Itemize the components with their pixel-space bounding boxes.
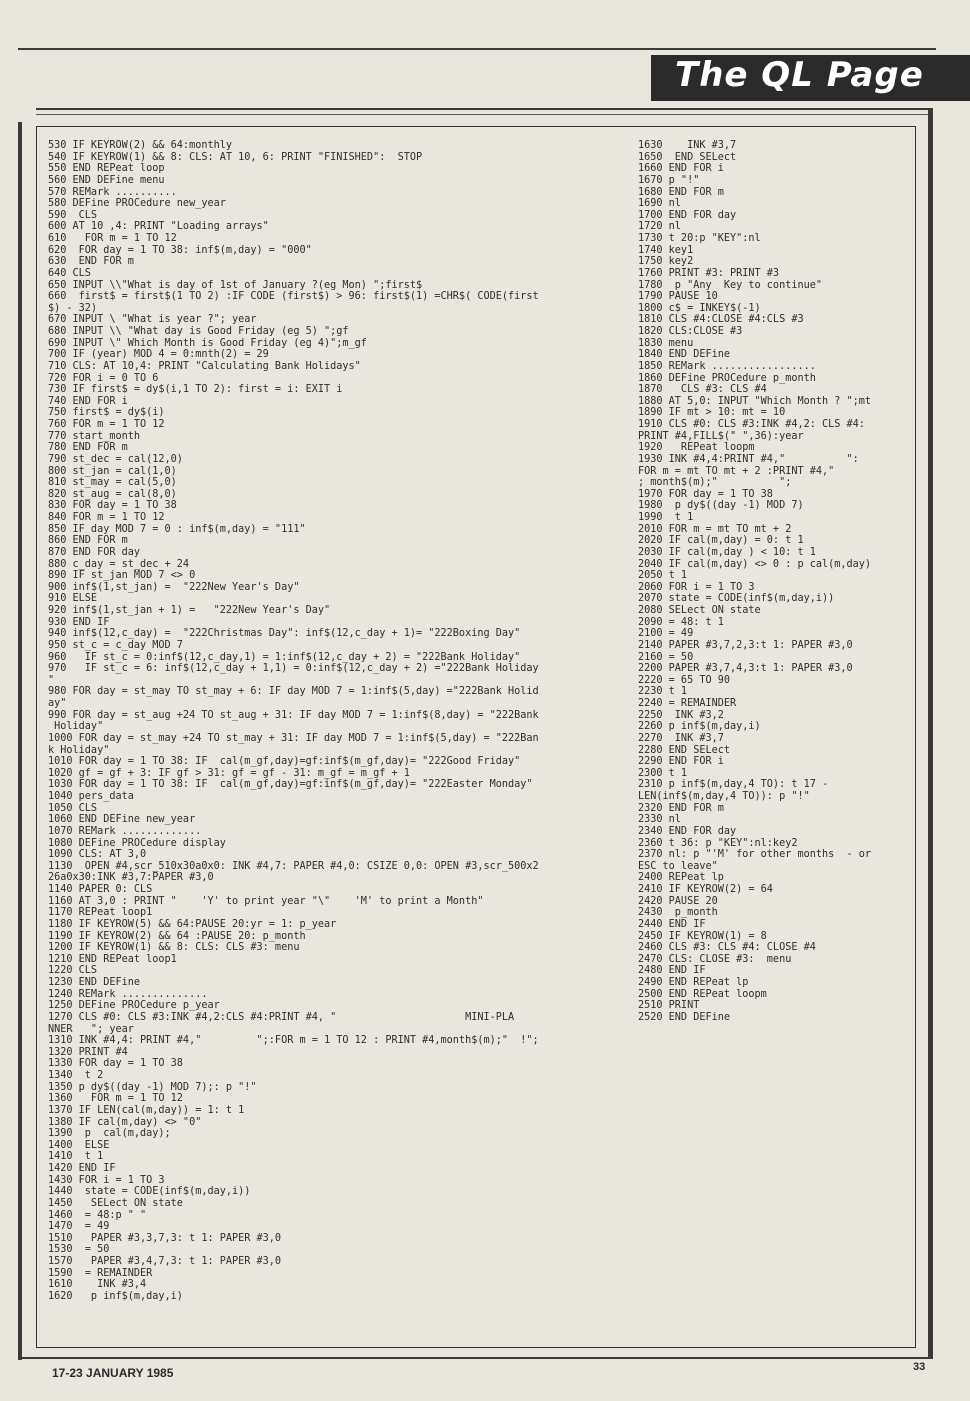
code-line: 1650 END SELect bbox=[638, 151, 737, 163]
code-line: 1130 OPEN #4,scr_510x30a0x0: INK #4,7: PAPER #4,0: CSIZE 0,0: OPEN #3,scr_500x2 bbox=[48, 860, 539, 872]
code-line: ESC to leave" bbox=[638, 860, 718, 872]
code-line: 930 END IF bbox=[48, 616, 110, 628]
code-line: 1660 END FOR i bbox=[638, 163, 724, 175]
code-line: 2460 CLS #3: CLS #4: CLOSE #4 bbox=[638, 942, 816, 954]
code-line: 820 st_aug = cal(8,0) bbox=[48, 488, 177, 500]
code-line: 1880 AT 5,0: INPUT "Which Month ? ";mt bbox=[638, 395, 872, 407]
code-line: 1390 p cal(m,day); bbox=[48, 1128, 171, 1140]
header-underline-thin bbox=[36, 114, 932, 115]
code-line: 580 DEFine PROCedure new_year bbox=[48, 198, 226, 210]
code-line: 690 INPUT \" Which Month is Good Friday (eg 4)";m_gf bbox=[48, 337, 367, 349]
code-line: 760 FOR m = 1 TO 12 bbox=[48, 419, 165, 430]
bottom-rule bbox=[18, 1357, 933, 1359]
code-line: 2270 INK #3,7 bbox=[638, 732, 724, 744]
code-line: 2250 INK #3,2 bbox=[638, 709, 724, 721]
code-line: 2070 state = CODE(inf$(m,day,i)) bbox=[638, 593, 835, 605]
code-line: 1990 t 1 bbox=[638, 512, 694, 523]
code-line: 2260 p inf$(m,day,i) bbox=[638, 721, 761, 733]
code-line: 1080 DEFine PROCedure display bbox=[48, 837, 226, 849]
code-line: 730 IF first$ = dy$(i,1 TO 2): first = i: EXIT i bbox=[48, 384, 343, 396]
code-line: 1800 c$ = INKEY$(-1) bbox=[638, 302, 761, 314]
code-line: ay" bbox=[48, 698, 67, 709]
code-line: 1620 p inf$(m,day,i) bbox=[48, 1290, 183, 1302]
code-line: 1210 END REPeat loop1 bbox=[48, 953, 177, 965]
code-line: 530 IF KEYROW(2) && 64:monthly bbox=[48, 140, 233, 151]
code-line: 1340 t 2 bbox=[48, 1070, 104, 1081]
code-line: 1200 IF KEYROW(1) && 8: CLS: CLS #3: menu bbox=[48, 942, 300, 954]
code-line: 1930 INK #4,4:PRINT #4," ": bbox=[638, 453, 859, 465]
code-line: LEN(inf$(m,day,4 TO)): p "!" bbox=[638, 791, 810, 802]
code-line: 1590 = REMAINDER bbox=[48, 1267, 153, 1279]
code-line: 1750 key2 bbox=[638, 256, 694, 268]
code-line: 1970 FOR day = 1 TO 38 bbox=[638, 488, 773, 500]
code-line: 1050 CLS bbox=[48, 802, 98, 814]
code-line: 1860 DEFine PROCedure p_month bbox=[638, 372, 816, 384]
code-line: 840 FOR m = 1 TO 12 bbox=[48, 512, 165, 523]
code-line: 2330 nl bbox=[638, 814, 681, 826]
code-line: 1910 CLS #0: CLS #3:INK #4,2: CLS #4: bbox=[638, 419, 865, 430]
code-line: 1740 key1 bbox=[638, 244, 694, 256]
code-line: 1230 END DEFine bbox=[48, 977, 141, 988]
code-line: 2020 IF cal(m,day) = 0: t 1 bbox=[638, 535, 804, 547]
code-line: 990 FOR day = st_aug +24 TO st_aug + 31: IF day MOD 7 = 1:inf$(8,day) = "222Bank bbox=[48, 709, 539, 721]
code-line: 1840 END DEFine bbox=[638, 349, 731, 361]
code-line: 1810 CLS #4:CLOSE #4:CLS #3 bbox=[638, 314, 804, 326]
code-line: FOR m = mt TO mt + 2 :PRINT #4," bbox=[638, 465, 835, 477]
code-line: 1700 END FOR day bbox=[638, 209, 737, 221]
code-line: 2410 IF KEYROW(2) = 64 bbox=[638, 884, 773, 895]
code-line: 2100 = 49 bbox=[638, 628, 694, 640]
code-line: 610 FOR m = 1 TO 12 bbox=[48, 233, 177, 244]
code-line: 800 st_jan = cal(1,0) bbox=[48, 465, 177, 477]
code-line: 1010 FOR day = 1 TO 38: IF cal(m_gf,day)=gf:inf$(m_gf,day)= "222Good Friday" bbox=[48, 756, 521, 768]
code-line: 2520 END DEFine bbox=[638, 1011, 731, 1023]
code-line: 2320 END FOR m bbox=[638, 802, 724, 814]
code-line: 650 INPUT \\"What is day of 1st of January ?(eg Mon) ";first$ bbox=[48, 279, 423, 291]
code-line: 700 IF (year) MOD 4 = 0:mnth(2) = 29 bbox=[48, 349, 269, 361]
code-line: 1090 CLS: AT 3,0 bbox=[48, 849, 147, 861]
code-line: 960 IF st_c = 0:inf$(12,c_day,1) = 1:inf$(12,c_day + 2) = "222Bank Holiday" bbox=[48, 651, 521, 663]
code-line: 1030 FOR day = 1 TO 38: IF cal(m_gf,day)=gf:inf$(m_gf,day)= "222Easter Monday" bbox=[48, 779, 533, 791]
code-line: 1170 REPeat loop1 bbox=[48, 907, 153, 919]
code-line: 1320 PRINT #4 bbox=[48, 1046, 128, 1058]
code-line: 1220 CLS bbox=[48, 965, 98, 977]
code-line: 1510 PAPER #3,3,7,3: t 1: PAPER #3,0 bbox=[48, 1232, 282, 1244]
code-line: 2440 END IF bbox=[638, 918, 706, 930]
code-line: 1680 END FOR m bbox=[638, 186, 724, 198]
frame-shadow-left bbox=[18, 122, 22, 1360]
code-line: 1270 CLS #0: CLS #3:INK #4,2:CLS #4:PRINT #4, " MINI-PLA bbox=[48, 1011, 515, 1023]
code-line: 640 CLS bbox=[48, 267, 91, 279]
code-line: 1890 IF mt > 10: mt = 10 bbox=[638, 407, 786, 419]
code-line: 2300 t 1 bbox=[638, 767, 688, 779]
code-line: 890 IF st_jan MOD 7 <> 0 bbox=[48, 570, 196, 582]
code-line: 910 ELSE bbox=[48, 593, 98, 605]
code-line: 2490 END REPeat lp bbox=[638, 977, 749, 988]
code-line: NNER "; year bbox=[48, 1023, 134, 1035]
code-line: 750 first$ = dy$(i) bbox=[48, 407, 165, 419]
code-line: 1530 = 50 bbox=[48, 1244, 110, 1256]
code-line: 2010 FOR m = mt TO mt + 2 bbox=[638, 523, 792, 535]
code-line: 940 inf$(12,c_day) = "222Christmas Day": inf$(12,c_day + 1)= "222Boxing Day" bbox=[48, 628, 521, 640]
code-line: 1420 END IF bbox=[48, 1163, 116, 1174]
code-line: 2360 t 36: p "KEY":nl:key2 bbox=[638, 837, 798, 849]
code-line: 1980 p dy$((day -1) MOD 7) bbox=[638, 500, 804, 512]
listing-column-left bbox=[48, 140, 636, 1303]
code-line: 2370 nl: p "'M' for other months - or bbox=[638, 849, 872, 861]
code-line: 560 END DEFine menu bbox=[48, 174, 165, 186]
code-line: 1430 FOR i = 1 TO 3 bbox=[48, 1174, 165, 1186]
code-line: 2310 p inf$(m,day,4 TO): t 17 - bbox=[638, 779, 829, 791]
code-line: 2420 PAUSE 20 bbox=[638, 895, 718, 907]
code-line: 1180 IF KEYROW(5) && 64:PAUSE 20:yr = 1: p_year bbox=[48, 918, 337, 930]
code-line: 1140 PAPER 0: CLS bbox=[48, 884, 153, 895]
code-line: 2040 IF cal(m,day) <> 0 : p cal(m,day) bbox=[638, 558, 872, 570]
code-line: 1190 IF KEYROW(2) && 64 :PAUSE 20: p_month bbox=[48, 930, 306, 942]
code-line: Holiday" bbox=[48, 721, 104, 733]
code-line: 1780 p "Any Key to continue" bbox=[638, 279, 823, 291]
code-line: " bbox=[48, 674, 55, 686]
code-line: 1720 nl bbox=[638, 221, 681, 233]
code-line: 720 FOR i = 0 TO 6 bbox=[48, 372, 159, 384]
code-line: 2050 t 1 bbox=[638, 570, 688, 582]
code-line: 2340 END FOR day bbox=[638, 825, 737, 837]
code-line: 620 FOR day = 1 TO 38: inf$(m,day) = "000" bbox=[48, 244, 312, 256]
code-line: 810 st_may = cal(5,0) bbox=[48, 477, 177, 489]
code-line: 2030 IF cal(m,day ) < 10: t 1 bbox=[638, 546, 816, 558]
page-number: 33 bbox=[913, 1361, 926, 1373]
code-line: 1360 FOR m = 1 TO 12 bbox=[48, 1093, 183, 1105]
code-line: 2400 REPeat lp bbox=[638, 872, 724, 884]
code-line: 1820 CLS:CLOSE #3 bbox=[638, 326, 743, 337]
code-line: 870 END FOR day bbox=[48, 546, 141, 558]
code-line: PRINT #4,FILL$(" ",36):year bbox=[638, 430, 804, 442]
code-line: 860 END FOR m bbox=[48, 535, 128, 547]
code-line: 540 IF KEYROW(1) && 8: CLS: AT 10, 6: PRINT "FINISHED": STOP bbox=[48, 151, 423, 163]
code-line: 1870 CLS #3: CLS #4 bbox=[638, 384, 767, 396]
code-line: 1160 AT 3,0 : PRINT " 'Y' to print year "\" 'M' to print a Month" bbox=[48, 895, 484, 907]
code-line: 880 c_day = st_dec + 24 bbox=[48, 558, 190, 570]
code-line: 630 END FOR m bbox=[48, 256, 134, 268]
code-line: 680 INPUT \\ "What day is Good Friday (eg 5) ";gf bbox=[48, 326, 349, 337]
code-line: 26a0x30:INK #3,7:PAPER #3,0 bbox=[48, 872, 214, 884]
code-line: 1440 state = CODE(inf$(m,day,i)) bbox=[48, 1186, 251, 1198]
code-line: 2090 = 48: t 1 bbox=[638, 616, 724, 628]
code-line: 2510 PRINT bbox=[638, 1000, 700, 1012]
code-line: 1470 = 49 bbox=[48, 1221, 110, 1233]
code-line: 1690 nl bbox=[638, 198, 681, 210]
listing-column-right bbox=[638, 140, 920, 1024]
code-line: 2430 p_month bbox=[638, 907, 718, 919]
code-line: 1450 SELect ON state bbox=[48, 1197, 183, 1209]
issue-date: 17-23 JANUARY 1985 bbox=[52, 1366, 174, 1380]
page-title: The QL Page bbox=[675, 55, 924, 95]
code-line: 1570 PAPER #3,4,7,3: t 1: PAPER #3,0 bbox=[48, 1256, 282, 1267]
code-line: 1850 REMark ................. bbox=[638, 360, 816, 372]
code-line: 1760 PRINT #3: PRINT #3 bbox=[638, 267, 780, 279]
code-line: $) - 32) bbox=[48, 302, 98, 314]
code-line: 970 IF st_c = 6: inf$(12,c_day + 1,1) = 0:inf$(12,c_day + 2) ="222Bank Holiday bbox=[48, 663, 539, 675]
code-line: 1370 IF LEN(cal(m,day)) = 1: t 1 bbox=[48, 1104, 245, 1116]
code-line: 570 REMark .......... bbox=[48, 186, 177, 198]
code-line: 1020 gf = gf + 3: IF gf > 31: gf = gf - 31: m_gf = m_gf + 1 bbox=[48, 767, 410, 779]
code-line: 2450 IF KEYROW(1) = 8 bbox=[638, 930, 767, 942]
code-line: 980 FOR day = st_may TO st_may + 6: IF day MOD 7 = 1:inf$(5,day) ="222Bank Holid bbox=[48, 686, 539, 698]
code-line: 1920 REPeat loopm bbox=[638, 442, 755, 454]
top-rule bbox=[18, 48, 936, 50]
code-line: 660 first$ = first$(1 TO 2) :IF CODE (first$) > 96: first$(1) =CHR$( CODE(first bbox=[48, 291, 539, 303]
code-line: 920 inf$(1,st_jan + 1) = "222New Year's Day" bbox=[48, 605, 331, 616]
code-line: 1330 FOR day = 1 TO 38 bbox=[48, 1058, 183, 1070]
code-line: 670 INPUT \ "What is year ?"; year bbox=[48, 314, 257, 326]
code-line: 1070 REMark ............. bbox=[48, 825, 202, 837]
code-line: 600 AT 10 ,4: PRINT "Loading arrays" bbox=[48, 221, 269, 233]
code-line: 1250 DEFine PROCedure p_year bbox=[48, 1000, 220, 1012]
code-line: 2160 = 50 bbox=[638, 651, 694, 663]
code-line: 1610 INK #3,4 bbox=[48, 1279, 147, 1291]
code-line: 1240 REMark .............. bbox=[48, 988, 208, 1000]
code-line: 2480 END IF bbox=[638, 965, 706, 977]
code-line: 2290 END FOR i bbox=[638, 756, 724, 768]
code-line: 1670 p "!" bbox=[638, 174, 700, 186]
code-line: 2230 t 1 bbox=[638, 686, 688, 698]
code-line: 1000 FOR day = st_may +24 TO st_may + 31: IF day MOD 7 = 1:inf$(5,day) = "222Ban bbox=[48, 732, 539, 744]
code-line: 2240 = REMAINDER bbox=[638, 698, 737, 709]
code-line: 2060 FOR i = 1 TO 3 bbox=[638, 581, 755, 593]
code-line: 2280 END SELect bbox=[638, 744, 731, 756]
code-line: 2470 CLS: CLOSE #3: menu bbox=[638, 953, 792, 965]
frame-shadow-right bbox=[928, 108, 933, 1358]
code-line: 550 END REPeat loop bbox=[48, 163, 165, 175]
code-line: 1350 p dy$((day -1) MOD 7);: p "!" bbox=[48, 1081, 257, 1093]
code-line: 1830 menu bbox=[638, 337, 694, 349]
code-line: 1410 t 1 bbox=[48, 1151, 104, 1163]
code-line: 740 END FOR i bbox=[48, 395, 128, 407]
code-line: ; month$(m);" "; bbox=[638, 477, 792, 489]
code-line: 710 CLS: AT 10,4: PRINT "Calculating Bank Holidays" bbox=[48, 360, 361, 372]
code-line: 2220 = 65 TO 90 bbox=[638, 674, 731, 686]
code-line: 590 CLS bbox=[48, 209, 98, 221]
code-line: 790 st_dec = cal(12,0) bbox=[48, 453, 183, 465]
code-line: 2500 END REPeat loopm bbox=[638, 988, 767, 1000]
code-line: 830 FOR day = 1 TO 38 bbox=[48, 500, 177, 512]
code-line: 1630 INK #3,7 bbox=[638, 140, 737, 151]
code-line: 780 END FOR m bbox=[48, 442, 128, 454]
code-line: 1040 pers_data bbox=[48, 791, 134, 802]
code-line: k Holiday" bbox=[48, 744, 110, 756]
code-line: 1380 IF cal(m,day) <> "0" bbox=[48, 1116, 202, 1128]
code-line: 950 st_c = c_day MOD 7 bbox=[48, 639, 183, 651]
code-line: 2200 PAPER #3,7,4,3:t 1: PAPER #3,0 bbox=[638, 663, 853, 675]
code-line: 1310 INK #4,4: PRINT #4," ";:FOR m = 1 TO 12 : PRINT #4,month$(m);" !"; bbox=[48, 1035, 539, 1047]
code-line: 850 IF day MOD 7 = 0 : inf$(m,day) = "111" bbox=[48, 523, 306, 535]
code-line: 900 inf$(1,st_jan) = "222New Year's Day" bbox=[48, 581, 300, 593]
code-line: 1060 END DEFine new_year bbox=[48, 814, 196, 826]
code-line: 1460 = 48:p " " bbox=[48, 1209, 147, 1221]
code-line: 2080 SELect ON state bbox=[638, 605, 761, 616]
code-line: 770 start_month bbox=[48, 430, 141, 442]
code-line: 1730 t 20:p "KEY":nl bbox=[638, 233, 761, 244]
code-line: 1790 PAUSE 10 bbox=[638, 291, 718, 303]
header-underline bbox=[36, 108, 932, 110]
code-line: 2140 PAPER #3,7,2,3:t 1: PAPER #3,0 bbox=[638, 639, 853, 651]
code-line: 1400 ELSE bbox=[48, 1139, 110, 1151]
